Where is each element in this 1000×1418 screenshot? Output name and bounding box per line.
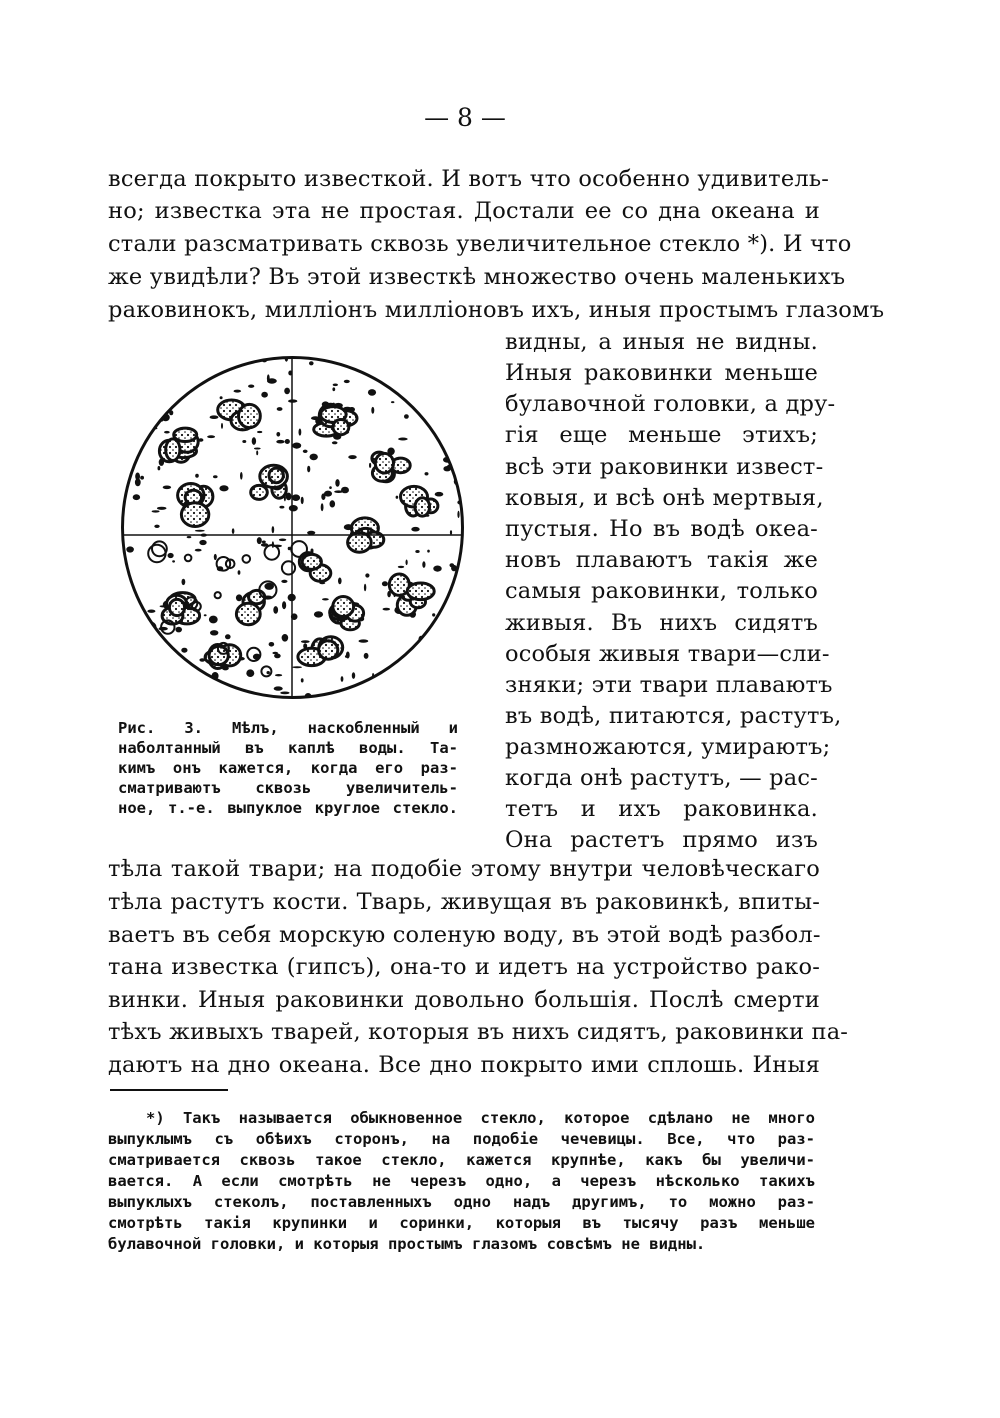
caption-line: сматриваютъ сквозь увеличитель- xyxy=(118,779,458,797)
body-line: живыя. Въ нихъ сидятъ xyxy=(505,610,818,636)
body-line: ковыя, и всѣ онѣ мертвыя, xyxy=(505,485,824,511)
body-line: тѣхъ живыхъ тварей, которыя въ нихъ сидятъ, раковинки па- xyxy=(108,1019,849,1045)
body-line: булавочной головки, а дру- xyxy=(505,391,836,417)
body-line: когда онѣ растутъ, — рас- xyxy=(505,765,818,791)
body-line: въ водѣ, питаются, растутъ, xyxy=(505,703,842,729)
body-line: тана известка (гипсъ), она-то и идетъ на устройство рако- xyxy=(108,954,820,980)
body-line: тетъ и ихъ раковинка. xyxy=(505,796,818,822)
caption-line: кимъ онъ кажется, когда его раз- xyxy=(118,759,458,777)
footnote-line: булавочной головки, и которыя простымъ глазомъ совсѣмъ не видны. xyxy=(108,1235,706,1253)
body-line: пустыя. Но въ водѣ океа- xyxy=(505,516,818,542)
body-line: Иныя раковинки меньше xyxy=(505,360,818,386)
body-line: особыя живыя твари—сли- xyxy=(505,641,830,667)
body-line: ваетъ въ себя морскую соленую воду, въ этой водѣ разбол- xyxy=(108,922,821,948)
body-line: раковинокъ, милліонъ милліоновъ ихъ, иныя простымъ глазомъ xyxy=(108,297,885,323)
body-line: всегда покрыто известкой. И вотъ что особенно удивитель- xyxy=(108,166,830,192)
page-number: — 8 — xyxy=(424,103,506,132)
footnote-line: выпуклыхъ стеколъ, поставленныхъ одно надъ другимъ, то можно раз- xyxy=(108,1193,815,1211)
body-line: зняки; эти твари плаваютъ xyxy=(505,672,833,698)
body-line: самыя раковинки, только xyxy=(505,578,818,604)
body-line: тѣла такой твари; на подобіе этому внутри человѣческаго xyxy=(108,856,820,882)
footnote-line: сматривается сквозь такое стекло, кажется крупнѣе, какъ бы увеличи- xyxy=(108,1151,815,1169)
figure-caption xyxy=(118,718,458,818)
body-line: же увидѣли? Въ этой известкѣ множество очень маленькихъ xyxy=(108,264,846,290)
caption-line: Рис. 3. Мѣлъ, наскобленный и xyxy=(118,719,458,737)
body-line: видны, а иныя не видны. xyxy=(505,329,818,355)
figure-chalk-microscope xyxy=(120,355,465,700)
caption-line: наболтанный въ каплѣ воды. Та- xyxy=(118,739,458,757)
footnote xyxy=(108,1108,815,1255)
body-line: гія еще меньше этихъ; xyxy=(505,422,818,448)
footnote-line: *) Такъ называется обыкновенное стекло, которое сдѣлано не много xyxy=(146,1109,815,1127)
footnote-line: выпуклымъ съ обѣихъ сторонъ, на подобіе чечевицы. Все, что раз- xyxy=(108,1130,815,1148)
footnote-line: смотрѣть такія крупинки и соринки, которыя въ тысячу разъ меньше xyxy=(108,1214,815,1232)
body-line: Она растетъ прямо изъ xyxy=(505,827,818,853)
body-line: стали разсматривать сквозь увеличительное стекло *). И что xyxy=(108,231,852,257)
body-line: новъ плаваютъ такія же xyxy=(505,547,818,573)
footnote-separator xyxy=(110,1089,228,1091)
footnote-line: вается. А если смотрѣть не черезъ одно, а черезъ нѣсколько такихъ xyxy=(108,1172,815,1190)
caption-line: ное, т.-е. выпуклое круглое стекло. xyxy=(118,799,458,817)
body-line: но; известка эта не простая. Достали ее со дна океана и xyxy=(108,198,820,224)
body-line: всѣ эти раковинки извест- xyxy=(505,454,824,480)
body-line: винки. Иныя раковинки довольно большія. Послѣ смерти xyxy=(108,987,820,1013)
body-line: даютъ на дно океана. Все дно покрыто ими сплошь. Иныя xyxy=(108,1052,820,1078)
body-line: размножаются, умираютъ; xyxy=(505,734,831,760)
body-line: тѣла растутъ кости. Тварь, живущая въ раковинкѣ, впиты- xyxy=(108,889,820,915)
